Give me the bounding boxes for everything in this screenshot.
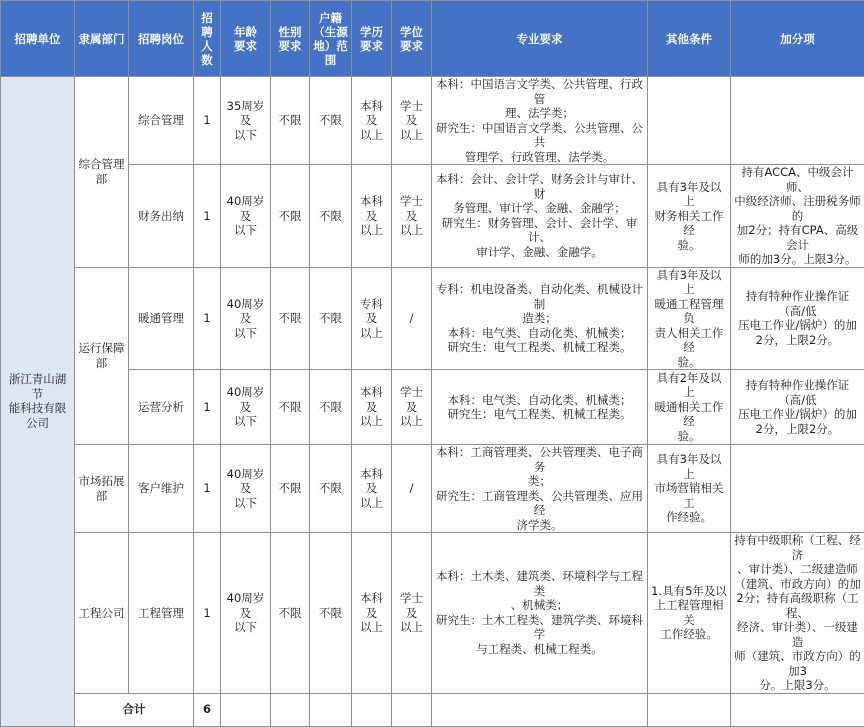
bonus-cell: 持有特种作业操作证（高/低 压电工作业/锅炉）的加 2分，上限2分。 — [731, 267, 864, 370]
degree-cell: 学士及 以上 — [392, 77, 432, 165]
degree-cell: 学士及 以上 — [392, 533, 432, 694]
post-cell: 客户维护 — [129, 445, 194, 533]
post-cell: 暖通管理 — [129, 267, 194, 370]
post-cell: 工程管理 — [129, 533, 194, 694]
education-cell: 本科及 以上 — [352, 370, 392, 445]
unit-cell: 浙江青山湖节 能科技有限 公司 — [1, 77, 75, 727]
table-row — [1, 445, 864, 533]
education-cell: 本科及 以上 — [352, 445, 392, 533]
age-cell: 40周岁及 以下 — [221, 267, 271, 370]
header-row — [1, 1, 864, 77]
count-cell: 1 — [194, 445, 221, 533]
header-major: 专业要求 — [432, 1, 648, 77]
major-cell: 本科：工商管理类、公共管理类、电子商务 类； 研究生：工商管理类、公共管理类、应用经 济学类。 — [432, 445, 648, 533]
department-cell: 运行保障 部 — [75, 267, 129, 445]
age-cell: 40周岁及 以下 — [221, 533, 271, 694]
age-cell: 40周岁及 以下 — [221, 370, 271, 445]
table-row — [1, 267, 864, 370]
post-cell: 综合管理 — [129, 77, 194, 165]
education-cell: 本科及 以上 — [352, 533, 392, 694]
hukou-cell: 不限 — [310, 267, 352, 370]
header-post: 招聘岗位 — [129, 1, 194, 77]
gender-cell: 不限 — [271, 165, 310, 268]
bonus-cell: 持有特种作业操作证（高/低 压电工作业/锅炉）的加 2分，上限2分。 — [731, 370, 864, 445]
total-count: 6 — [194, 693, 221, 726]
header-unit: 招聘单位 — [1, 1, 75, 77]
other-cell: 具有3年及以上 财务相关工作经 验。 — [648, 165, 731, 268]
major-cell: 本科：会计、会计学、财务会计与审计、财 务管理、审计学、金融、金融学； 研究生：财务管理、会计、会计学、审计、 审计学、金融、金融学。 — [432, 165, 648, 268]
header-department: 隶属部门 — [75, 1, 129, 77]
hukou-cell: 不限 — [310, 445, 352, 533]
bonus-cell — [731, 77, 864, 165]
gender-cell: 不限 — [271, 370, 310, 445]
major-cell: 本科：电气类、自动化类、机械类； 研究生：电气工程类、机械工程类。 — [432, 370, 648, 445]
other-cell — [648, 77, 731, 165]
department-cell: 工程公司 — [75, 533, 129, 694]
other-cell: 具有2年及以上 暖通相关工作经 验。 — [648, 370, 731, 445]
education-cell: 专科及 以上 — [352, 267, 392, 370]
empty-cell — [392, 693, 432, 726]
table-row — [1, 77, 864, 165]
bonus-cell: 持有中级职称（工程、经济 、审计类）、二级建造师 （建筑、市政方向）的加 2分；持有高级职称（工程、 经济、审计类）、一级建造 师（建筑、市政方向）的加3 分。上限3分。 — [731, 533, 864, 694]
age-cell: 35周岁及 以下 — [221, 77, 271, 165]
empty-cell — [432, 693, 648, 726]
education-cell: 本科及 以上 — [352, 165, 392, 268]
header-count: 招聘 人数 — [194, 1, 221, 77]
total-label: 合计 — [75, 693, 194, 726]
degree-cell: / — [392, 445, 432, 533]
major-cell: 本科：土木类、建筑类、环境科学与工程类 、机械类； 研究生：土木工程类、建筑学类、环境科学 与工程类、机械工程类。 — [432, 533, 648, 694]
count-cell: 1 — [194, 370, 221, 445]
other-cell: 1.具有5年及以 上工程管理相关 工作经验。 — [648, 533, 731, 694]
post-cell: 运营分析 — [129, 370, 194, 445]
empty-cell — [352, 693, 392, 726]
empty-cell — [731, 693, 864, 726]
degree-cell: / — [392, 267, 432, 370]
other-cell: 具有3年及以上 暖通工程管理负 责人相关工作经 验。 — [648, 267, 731, 370]
header-other: 其他条件 — [648, 1, 731, 77]
gender-cell: 不限 — [271, 445, 310, 533]
gender-cell: 不限 — [271, 533, 310, 694]
degree-cell: 学士及 以上 — [392, 370, 432, 445]
table-row — [1, 533, 864, 694]
header-age: 年龄 要求 — [221, 1, 271, 77]
age-cell: 40周岁及 以下 — [221, 445, 271, 533]
empty-cell — [221, 693, 271, 726]
table-row — [1, 370, 864, 445]
other-cell: 具有3年及以上 市场营销相关工 作经验。 — [648, 445, 731, 533]
header-bonus: 加分项 — [731, 1, 864, 77]
header-degree: 学位 要求 — [392, 1, 432, 77]
hukou-cell: 不限 — [310, 370, 352, 445]
hukou-cell: 不限 — [310, 533, 352, 694]
empty-cell — [648, 693, 731, 726]
degree-cell: 学士及 以上 — [392, 165, 432, 268]
gender-cell: 不限 — [271, 77, 310, 165]
count-cell: 1 — [194, 533, 221, 694]
post-cell: 财务出纳 — [129, 165, 194, 268]
count-cell: 1 — [194, 77, 221, 165]
header-education: 学历 要求 — [352, 1, 392, 77]
header-gender: 性别 要求 — [271, 1, 310, 77]
gender-cell: 不限 — [271, 267, 310, 370]
table-row — [1, 165, 864, 268]
age-cell: 40周岁及 以下 — [221, 165, 271, 268]
empty-cell — [310, 693, 352, 726]
hukou-cell: 不限 — [310, 165, 352, 268]
empty-cell — [271, 693, 310, 726]
total-row — [1, 693, 864, 726]
header-hukou: 户籍 （生源 地）范 围 — [310, 1, 352, 77]
hukou-cell: 不限 — [310, 77, 352, 165]
major-cell: 本科：中国语言文学类、公共管理、行政管 理、法学类； 研究生：中国语言文学类、公共管理、公共 管理学、行政管理、法学类。 — [432, 77, 648, 165]
bonus-cell — [731, 445, 864, 533]
bonus-cell: 持有ACCA、中级会计师、 中级经济师、注册税务师的 加2分；持有CPA、高级会计 师的加3分。上限3分。 — [731, 165, 864, 268]
department-cell: 市场拓展 部 — [75, 445, 129, 533]
education-cell: 本科及 以上 — [352, 77, 392, 165]
count-cell: 1 — [194, 267, 221, 370]
department-cell: 综合管理 部 — [75, 77, 129, 268]
major-cell: 专科：机电设备类、自动化类、机械设计制 造类； 本科：电气类、自动化类、机械类； 研究生：电气工程类、机械工程类。 — [432, 267, 648, 370]
count-cell: 1 — [194, 165, 221, 268]
